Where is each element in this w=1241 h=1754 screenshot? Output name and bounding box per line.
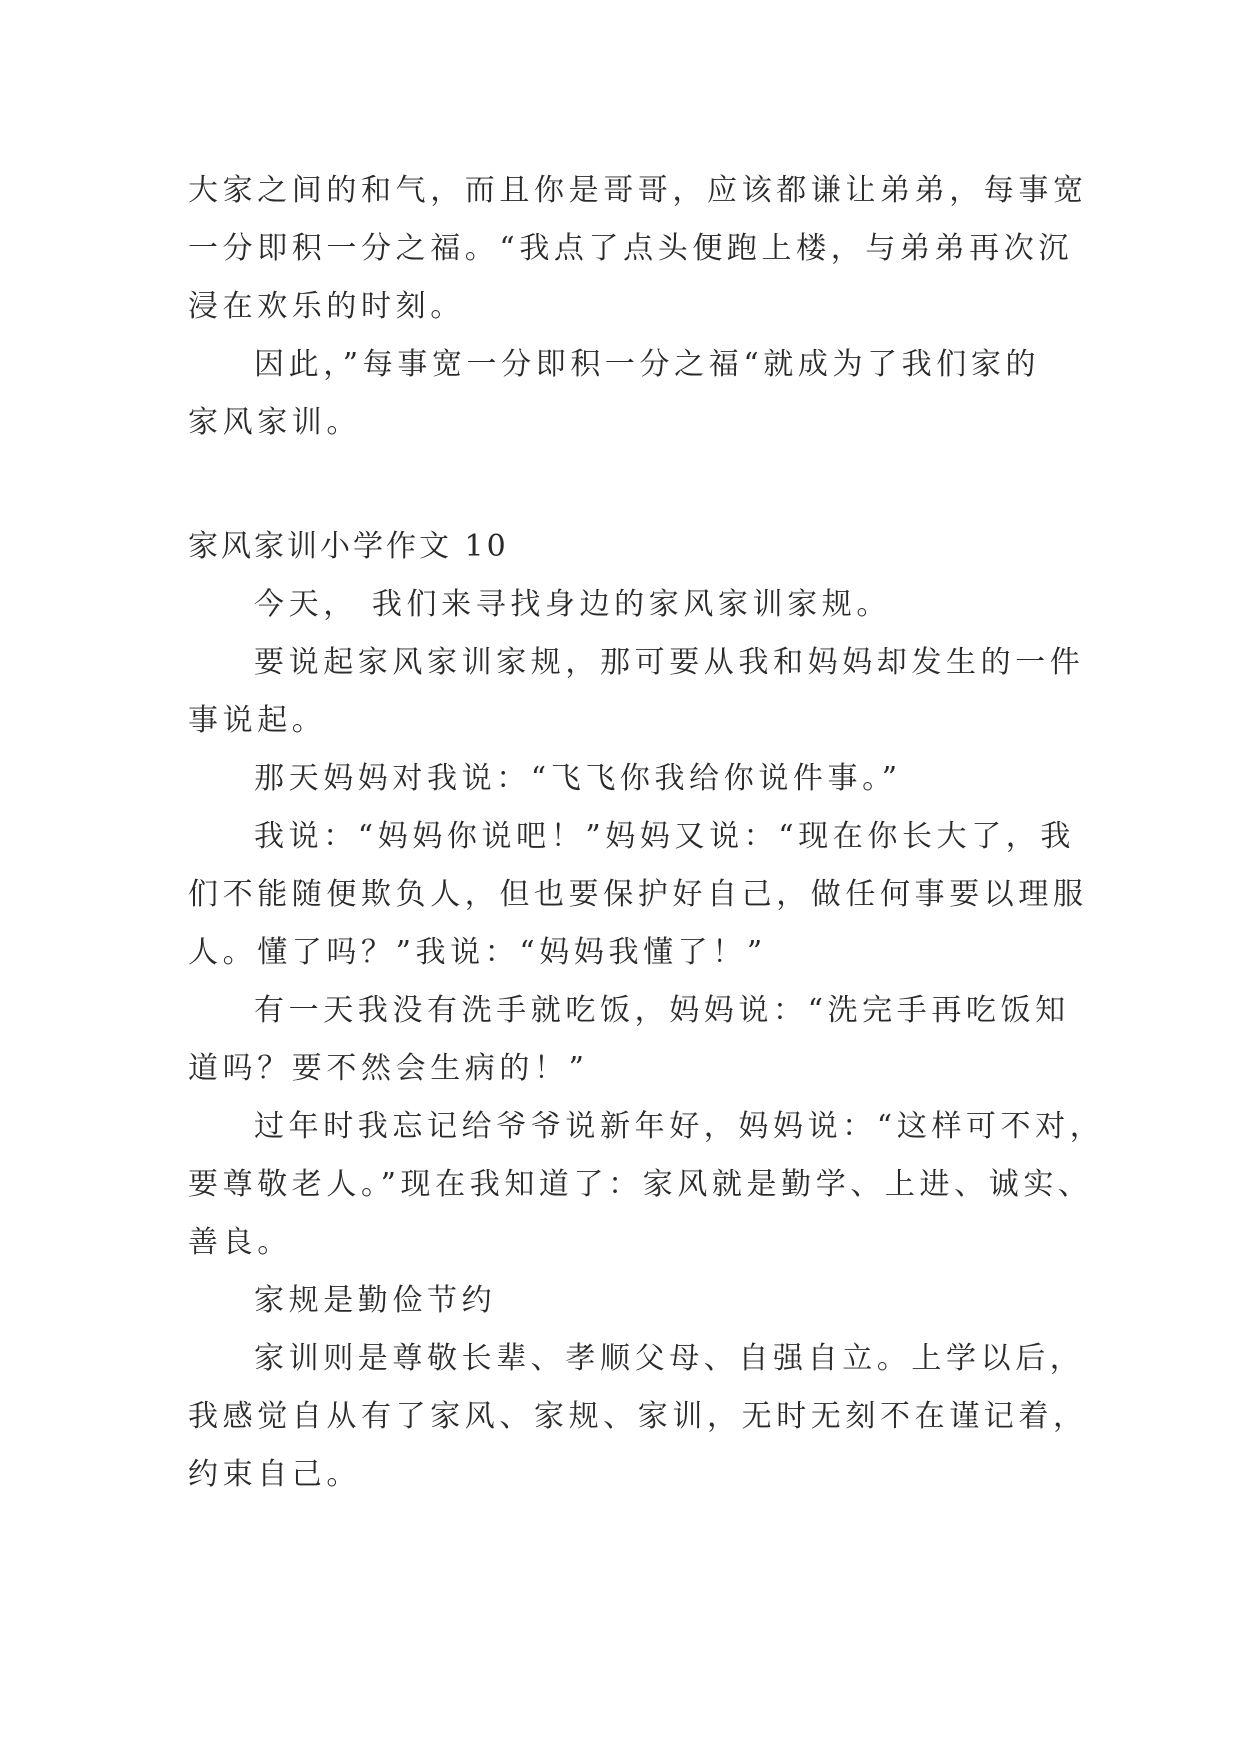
- text-line: 约束自己。: [188, 1457, 361, 1492]
- text-line: 我感觉自从有了家风、家规、家训，无时无刻不在谨记着，: [188, 1399, 1088, 1434]
- text-line: 过年时我忘记给爷爷说新年好，妈妈说：“这样可不对，: [254, 1109, 1105, 1144]
- text-line: 那天妈妈对我说：“飞飞你我给你说件事。”: [254, 761, 902, 796]
- text-line: 浸在欢乐的时刻。: [188, 289, 465, 324]
- text-line: 道吗？要不然会生病的！”: [188, 1051, 589, 1086]
- text-line: 今天， 我们来寻找身边的家风家训家规。: [254, 587, 891, 622]
- text-line: 要说起家风家训家规，那可要从我和妈妈却发生的一件: [254, 645, 1085, 680]
- text-line: 大家之间的和气，而且你是哥哥，应该都谦让弟弟，每事宽: [188, 173, 1088, 208]
- text-line: 一分即积一分之福。“我点了点头便跑上楼，与弟弟再次沉: [188, 231, 1073, 266]
- section-gap: [188, 452, 1058, 518]
- text-line: 家规是勤俭节约: [254, 1283, 497, 1318]
- text-line: 我说：“妈妈你说吧！”妈妈又说：“现在你长大了，我: [254, 819, 1076, 854]
- text-line: 善良。: [188, 1225, 292, 1260]
- text-line: 家训则是尊敬长辈、孝顺父母、自强自立。上学以后，: [254, 1341, 1085, 1376]
- text-line: 有一天我没有洗手就吃饭，妈妈说：“洗完手再吃饭知: [254, 993, 1070, 1028]
- text-line: 家风家训。: [188, 405, 361, 440]
- text-line: 因此，”每事宽一分即积一分之福“就成为了我们家的: [254, 347, 1041, 382]
- text-line: 人。懂了吗？”我说：“妈妈我懂了！”: [188, 935, 767, 970]
- text-line: 事说起。: [188, 703, 327, 738]
- document-page: [188, 162, 1105, 1504]
- essay-heading: 家风家训小学作文 10: [188, 529, 509, 564]
- text-line: 要尊敬老人。”现在我知道了：家风就是勤学、上进、诚实、: [188, 1167, 1093, 1202]
- text-line: 们不能随便欺负人，但也要保护好自己，做任何事要以理服: [188, 877, 1088, 912]
